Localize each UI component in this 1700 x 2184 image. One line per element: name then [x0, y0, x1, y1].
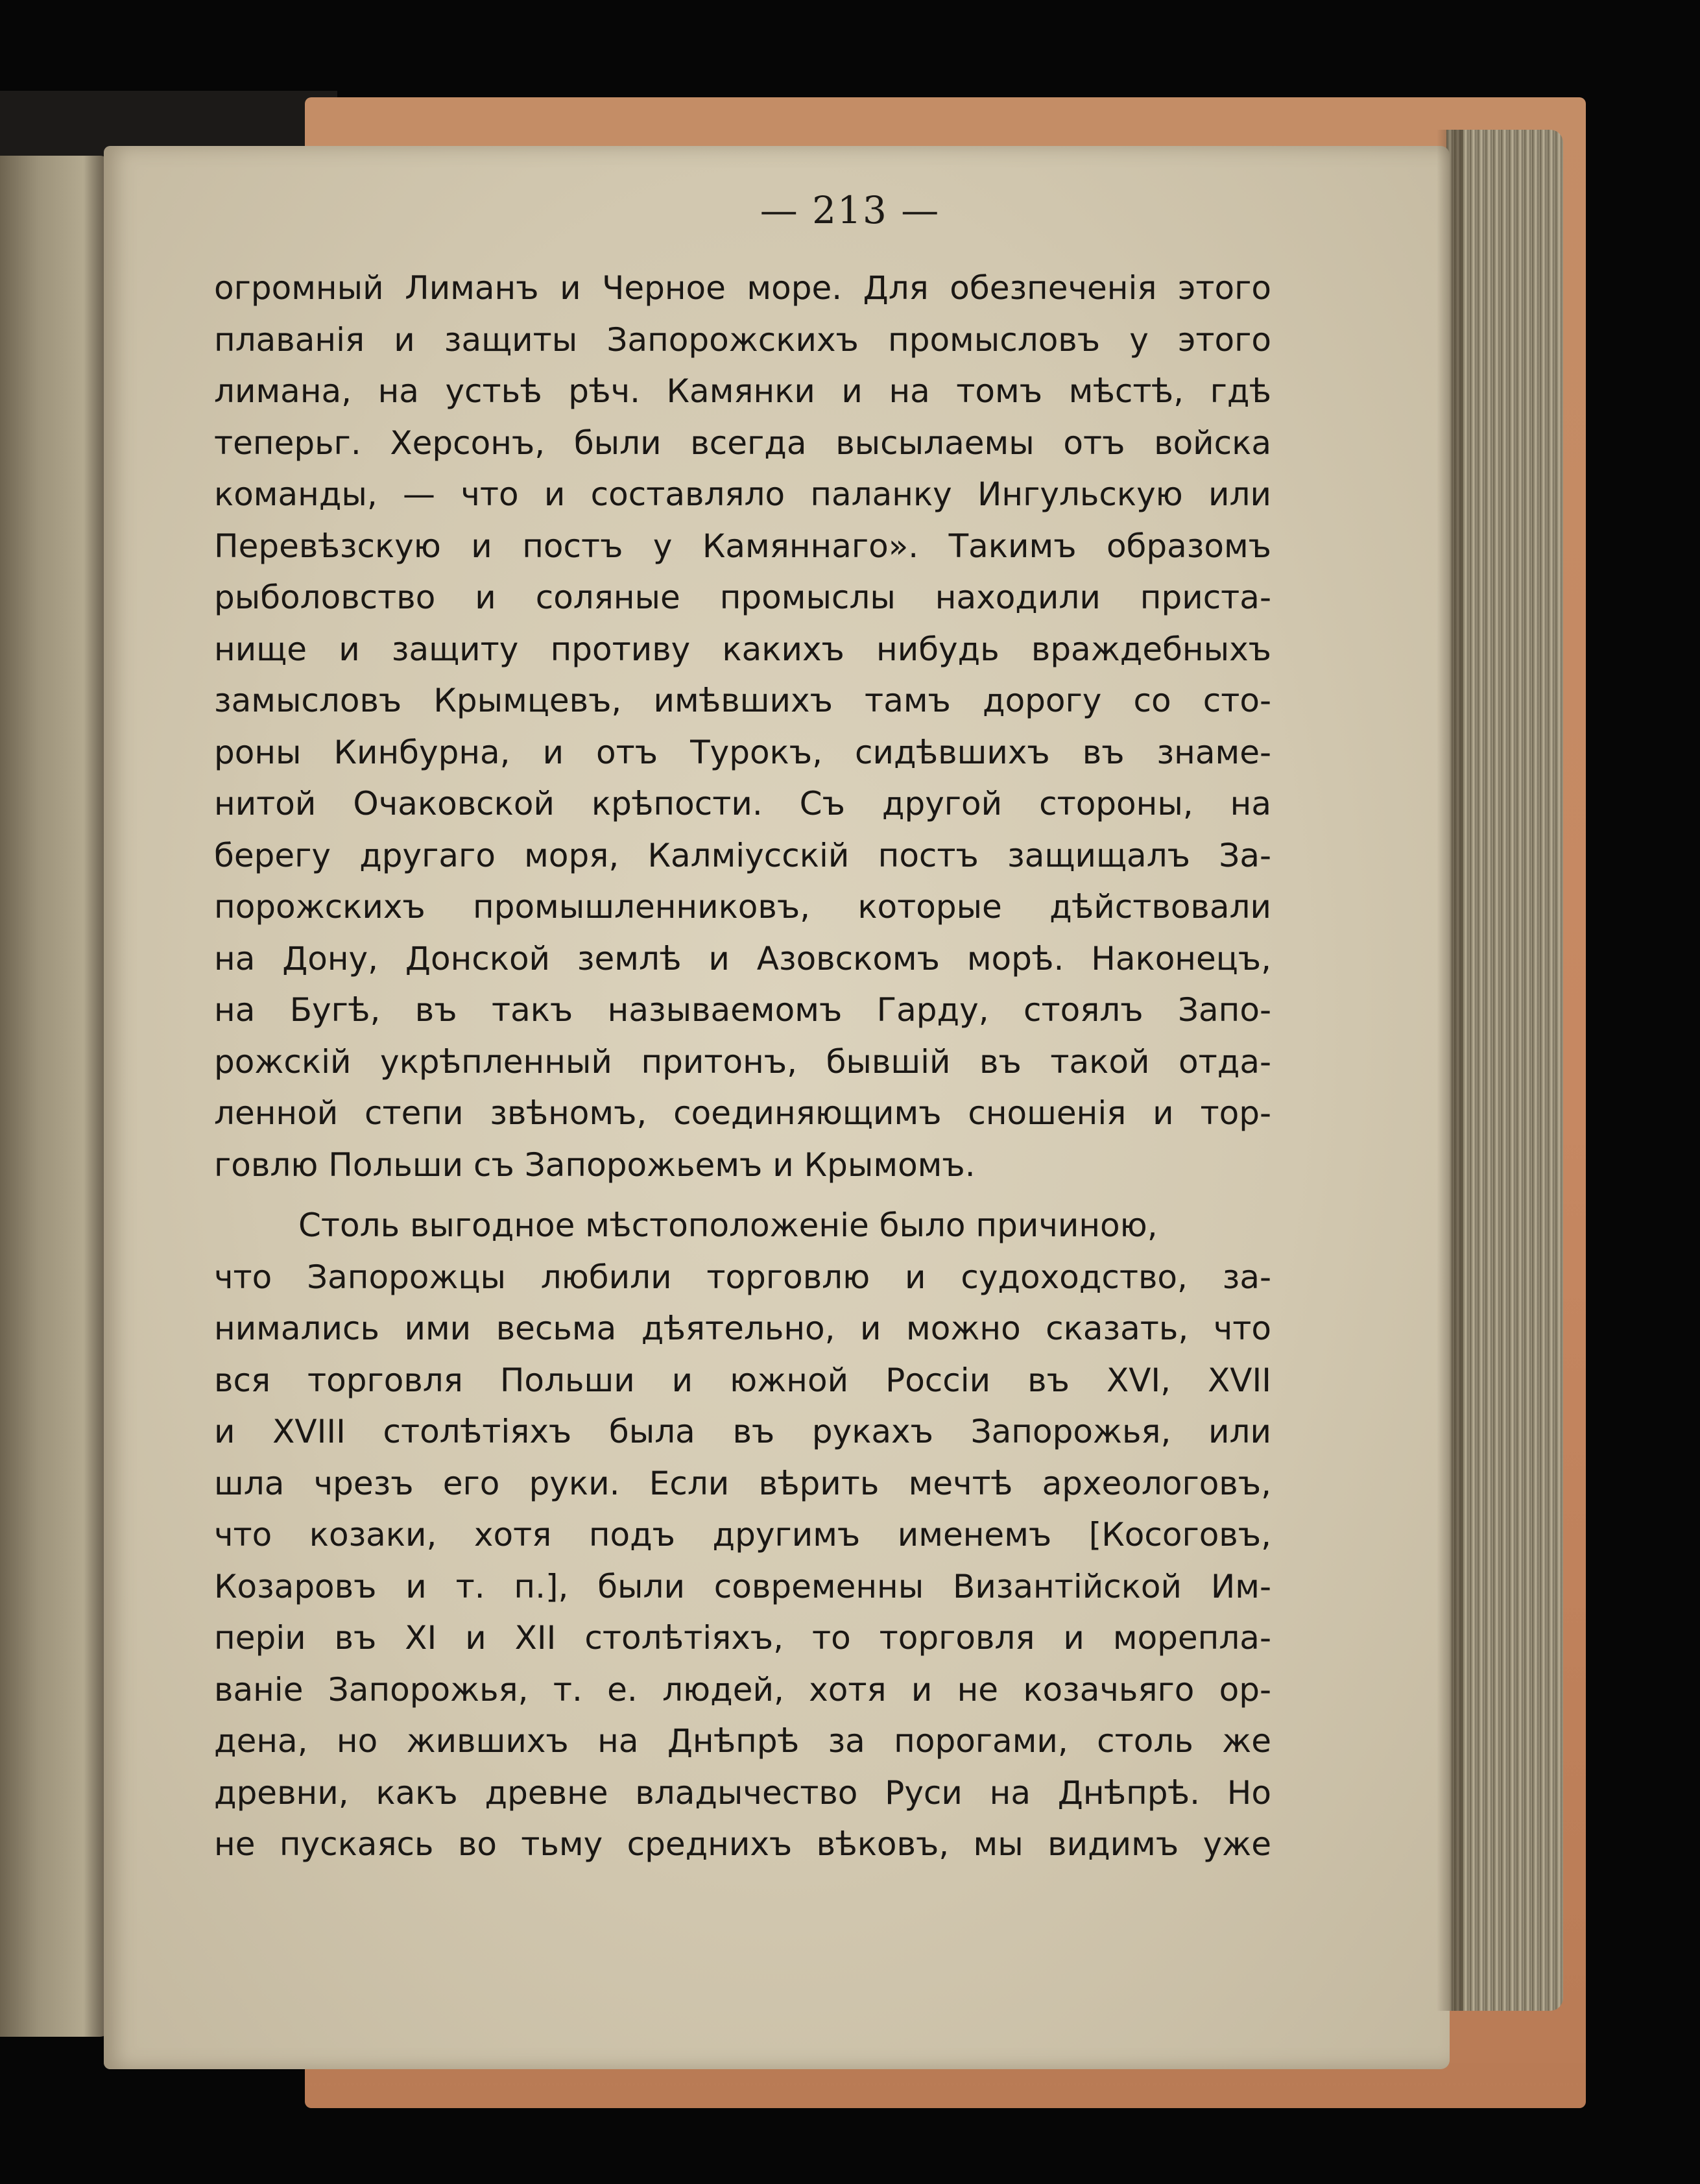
text-line: ваніе Запорожья, т. е. людей, хотя и не козачьяго ор-: [214, 1670, 1271, 1709]
text-line: замысловъ Крымцевъ, имѣвшихъ тамъ дорогу со сто-: [214, 682, 1271, 719]
text-line: плаванія и защиты Запорожскихъ промысловъ у этого: [214, 320, 1271, 359]
text-line: рыболовство и соляные промыслы находили приста-: [214, 579, 1271, 616]
text-line: рожскій укрѣпленный притонъ, бывшій въ такой отда-: [214, 1042, 1271, 1081]
text-line: шла чрезъ его руки. Если вѣрить мечтѣ археологовъ,: [214, 1464, 1271, 1502]
text-line: нитой Очаковской крѣпости. Съ другой стороны, на: [214, 785, 1271, 822]
page-number: — 213 —: [760, 188, 940, 232]
text-line: не пускаясь во тьму среднихъ вѣковъ, мы видимъ уже: [214, 1825, 1271, 1863]
text-line: говлю Польши съ Запорожьемъ и Крымомъ.: [214, 1146, 976, 1184]
text-line: нище и защиту противу какихъ нибудь враждебныхъ: [214, 630, 1271, 668]
text-line: древни, какъ древне владычество Руси на Днѣпрѣ. Но: [214, 1773, 1271, 1812]
text-line: ленной степи звѣномъ, соединяющимъ сношенія и тор-: [214, 1094, 1271, 1132]
text-line: теперьг. Херсонъ, были всегда высылаемы отъ войска: [214, 424, 1271, 462]
text-line: берегу другаго моря, Калміусскій постъ защищалъ За-: [214, 836, 1271, 874]
text-line: и XVIII столѣтіяхъ была въ рукахъ Запорожья, или: [214, 1413, 1271, 1450]
text-line: что козаки, хотя подъ другимъ именемъ [Косоговъ,: [214, 1516, 1271, 1554]
body-text: [214, 263, 1271, 1871]
text-line: дена, но жившихъ на Днѣпрѣ за порогами, столь же: [214, 1722, 1271, 1760]
text-line: роны Кинбурна, и отъ Турокъ, сидѣвшихъ въ знаме-: [214, 733, 1271, 771]
paragraph-2: [214, 1200, 1271, 1871]
text-line: лимана, на устьѣ рѣч. Камянки и на томъ мѣстѣ, гдѣ: [214, 372, 1271, 410]
text-line: порожскихъ промышленниковъ, которые дѣйствовали: [214, 888, 1271, 926]
text-line: Столь выгодное мѣстоположеніе было причиною,: [298, 1206, 1158, 1244]
paragraph-1: [214, 263, 1271, 1191]
text-line: на Дону, Донской землѣ и Азовскомъ морѣ. Наконецъ,: [214, 939, 1271, 978]
text-line: на Бугѣ, въ такъ называемомъ Гарду, стоялъ Запо-: [214, 991, 1271, 1029]
text-line: команды, — что и составляло паланку Ингульскую или: [214, 475, 1271, 513]
page-edge-shadow: [1437, 130, 1463, 2011]
text-line: огромный Лиманъ и Черное море. Для обезпеченія этого: [214, 269, 1271, 307]
text-line: періи въ XI и XII столѣтіяхъ, то торговля и морепла-: [214, 1619, 1271, 1657]
text-line: вся торговля Польши и южной Россіи въ XVI, XVII: [214, 1361, 1271, 1399]
text-line: Козаровъ и т. п.], были современны Византійской Им-: [214, 1567, 1271, 1605]
text-line: Перевѣзскую и постъ у Камяннаго». Такимъ образомъ: [214, 527, 1271, 565]
text-line: нимались ими весьма дѣятельно, и можно сказать, что: [214, 1310, 1271, 1347]
text-line: что Запорожцы любили торговлю и судоходство, за-: [214, 1258, 1271, 1296]
paragraph-gap: [214, 1191, 1271, 1200]
page-edges: [1446, 130, 1563, 2011]
